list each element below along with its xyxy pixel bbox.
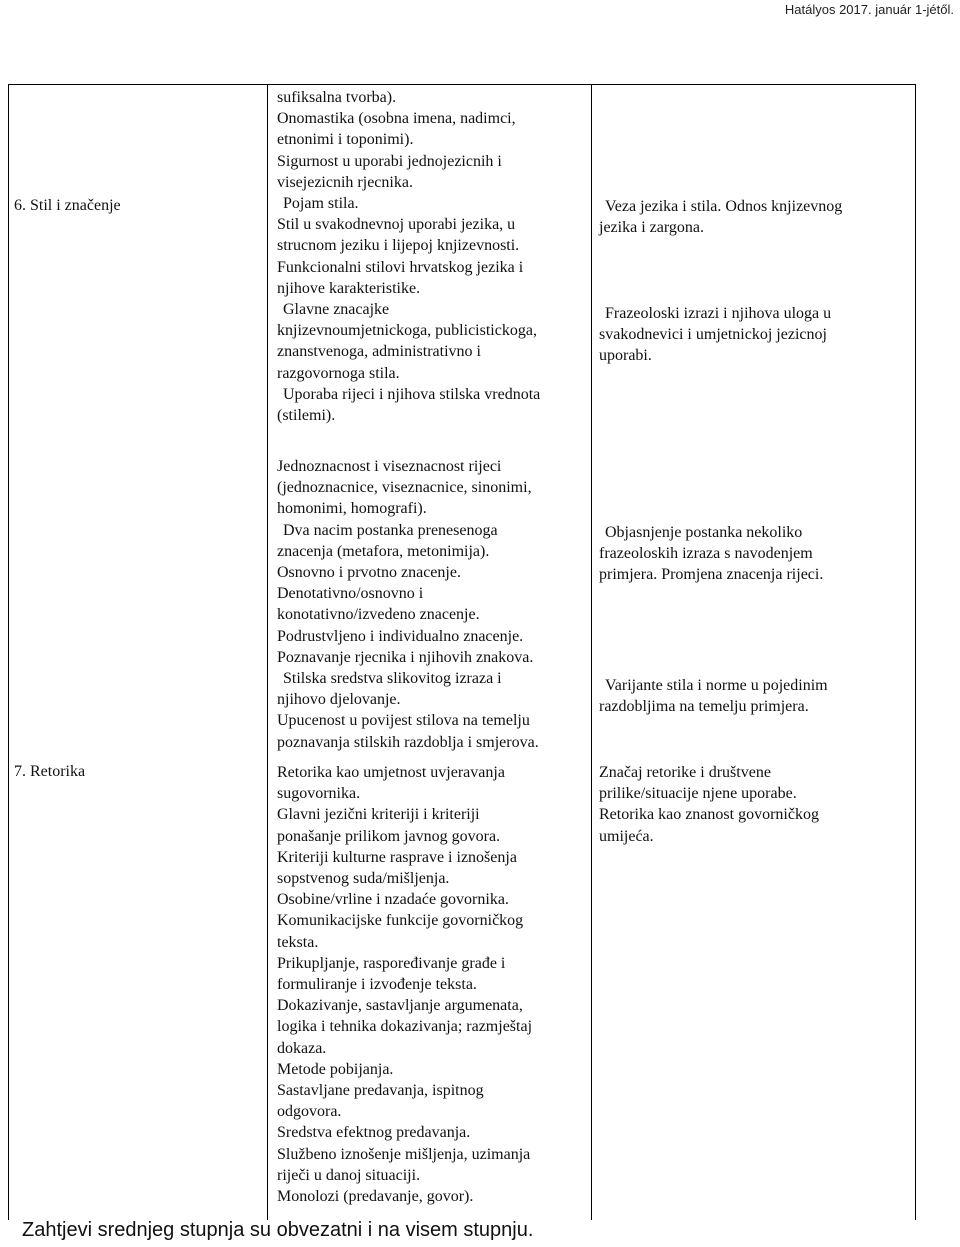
content-line: Osobine/vrline i nzadaće govornika.	[277, 891, 509, 909]
content-line: Monolozi (predavanje, govor).	[277, 1188, 474, 1206]
section-label-retorika: 7. Retorika	[14, 763, 86, 780]
outcome-line: svakodnevici i umjetnickoj jezicnoj	[599, 326, 827, 344]
content-line: Poznavanje rjecnika i njihovih znakova.	[277, 648, 534, 666]
content-line: Prikupljanje, raspoređivanje građe i	[277, 954, 506, 972]
content-line: Komunikacijske funkcije govorničkog	[277, 912, 524, 930]
outcome-block-1	[599, 196, 842, 238]
outcome-line: uporabi.	[599, 347, 652, 365]
content-line: odgovora.	[277, 1103, 342, 1121]
content-line: Pojam stila.	[283, 195, 359, 212]
content-line: Kriteriji kulturne rasprave i iznošenja	[277, 848, 517, 866]
content-line: dokaza.	[277, 1039, 327, 1057]
outcome-line: Veza jezika i stila. Odnos knjizevnog	[605, 198, 843, 215]
content-line: sopstvenog suda/mišljenja.	[277, 870, 450, 888]
content-line: logika i tehnika dokazivanja; razmještaj	[277, 1018, 533, 1036]
content-line: poznavanja stilskih razdoblja i smjerova.	[277, 733, 539, 751]
content-line: Denotativno/osnovno i	[277, 585, 424, 603]
outcome-line: Retorika kao znanost govorničkog	[599, 806, 819, 824]
content-line: teksta.	[277, 933, 319, 951]
content-stil-block	[277, 193, 540, 426]
content-line: njihove karakteristike.	[277, 279, 421, 297]
content-line: visejezicnih rjecnika.	[277, 173, 413, 191]
content-line: Glavni jezični kriteriji i kriteriji	[277, 806, 480, 824]
column-divider-1	[267, 84, 268, 1220]
content-line: Sastavljane predavanja, ispitnog	[277, 1082, 484, 1100]
content-line: Uporaba rijeci i njihova stilska vrednota	[283, 385, 541, 403]
outcome-line: primjera. Promjena znacenja rijeci.	[599, 566, 824, 584]
validity-note: Hatályos 2017. január 1-jétől.	[784, 2, 954, 17]
outcome-line: razdobljima na temelju primjera.	[599, 698, 809, 716]
content-line: homonimi, homografi).	[277, 500, 427, 518]
content-line: Jednoznacnost i viseznacnost rijeci	[277, 458, 502, 475]
outcome-block-3	[599, 522, 823, 586]
content-line: Sigurnost u uporabi jednojezicnih i	[277, 152, 502, 170]
content-line: knjizevnoumjetnickoga, publicistickoga,	[277, 322, 537, 340]
outcome-line: jezika i zargona.	[599, 219, 704, 237]
content-line: formuliranje i izvođenje teksta.	[277, 976, 477, 994]
content-line: sugovornika.	[277, 785, 361, 803]
content-line: Službeno iznošenje mišljenja, uzimanja	[277, 1145, 531, 1163]
content-line: riječi u danoj situaciji.	[277, 1166, 421, 1184]
content-line: razgovornoga stila.	[277, 364, 400, 382]
content-line: znanstvenoga, administrativno i	[277, 343, 481, 361]
content-line: Funkcionalni stilovi hrvatskog jezika i	[277, 258, 524, 276]
outcome-line: umijeća.	[599, 827, 654, 845]
content-line: sufiksalna tvorba).	[277, 89, 397, 106]
content-line: (stilemi).	[277, 407, 336, 425]
outcome-line: frazeoloskih izraza s navodenjem	[599, 545, 813, 563]
content-line: Retorika kao umjetnost uvjeravanja	[277, 764, 505, 781]
content-line: etnonimi i toponimi).	[277, 131, 414, 149]
footer-note: Zahtjevi srednjeg stupnja su obvezatni i na visem stupnju.	[22, 1219, 534, 1241]
content-line: Dva nacim postanka prenesenoga	[283, 521, 498, 539]
outcome-line: Varijante stila i norme u pojedinim	[605, 677, 828, 694]
outcome-block-2	[599, 303, 831, 367]
content-line: ponašanje prilikom javnog govora.	[277, 827, 501, 845]
content-top-block	[277, 87, 516, 193]
outcome-block-4	[599, 675, 828, 717]
section-label-stil: 6. Stil i značenje	[14, 197, 121, 214]
outcome-line: prilike/situacije njene uporabe.	[599, 785, 797, 803]
column-divider-2	[591, 84, 592, 1220]
content-line: Podrustvljeno i individualno znacenje.	[277, 627, 524, 645]
content-line: Osnovno i prvotno znacenje.	[277, 564, 461, 582]
outcome-block-5	[599, 762, 819, 847]
content-line: konotativno/izvedeno znacenje.	[277, 606, 480, 624]
content-line: Metode pobijanja.	[277, 1060, 394, 1078]
content-line: Stilska sredstva slikovitog izraza i	[283, 670, 502, 688]
content-line: Dokazivanje, sastavljanje argumenata,	[277, 997, 523, 1015]
outcome-line: Značaj retorike i društvene	[599, 764, 771, 781]
content-line: njihovo djelovanje.	[277, 691, 401, 709]
content-line: Sredstva efektnog predavanja.	[277, 1124, 471, 1142]
content-line: Onomastika (osobna imena, nadimci,	[277, 110, 516, 128]
outcome-line: Objasnjenje postanka nekoliko	[605, 524, 803, 541]
content-line: strucnom jeziku i lijepoj knjizevnosti.	[277, 237, 520, 255]
content-line: Upucenost u povijest stilova na temelju	[277, 712, 530, 730]
content-line: znacenja (metafora, metonimija).	[277, 542, 490, 560]
content-line: Glavne znacajke	[283, 301, 390, 319]
content-znacenje-block	[277, 456, 539, 753]
content-retorika-block	[277, 762, 532, 1207]
outcome-line: Frazeoloski izrazi i njihova uloga u	[605, 305, 832, 322]
content-line: Stil u svakodnevnoj uporabi jezika, u	[277, 216, 516, 234]
content-line: (jednoznacnice, viseznacnice, sinonimi,	[277, 479, 532, 497]
